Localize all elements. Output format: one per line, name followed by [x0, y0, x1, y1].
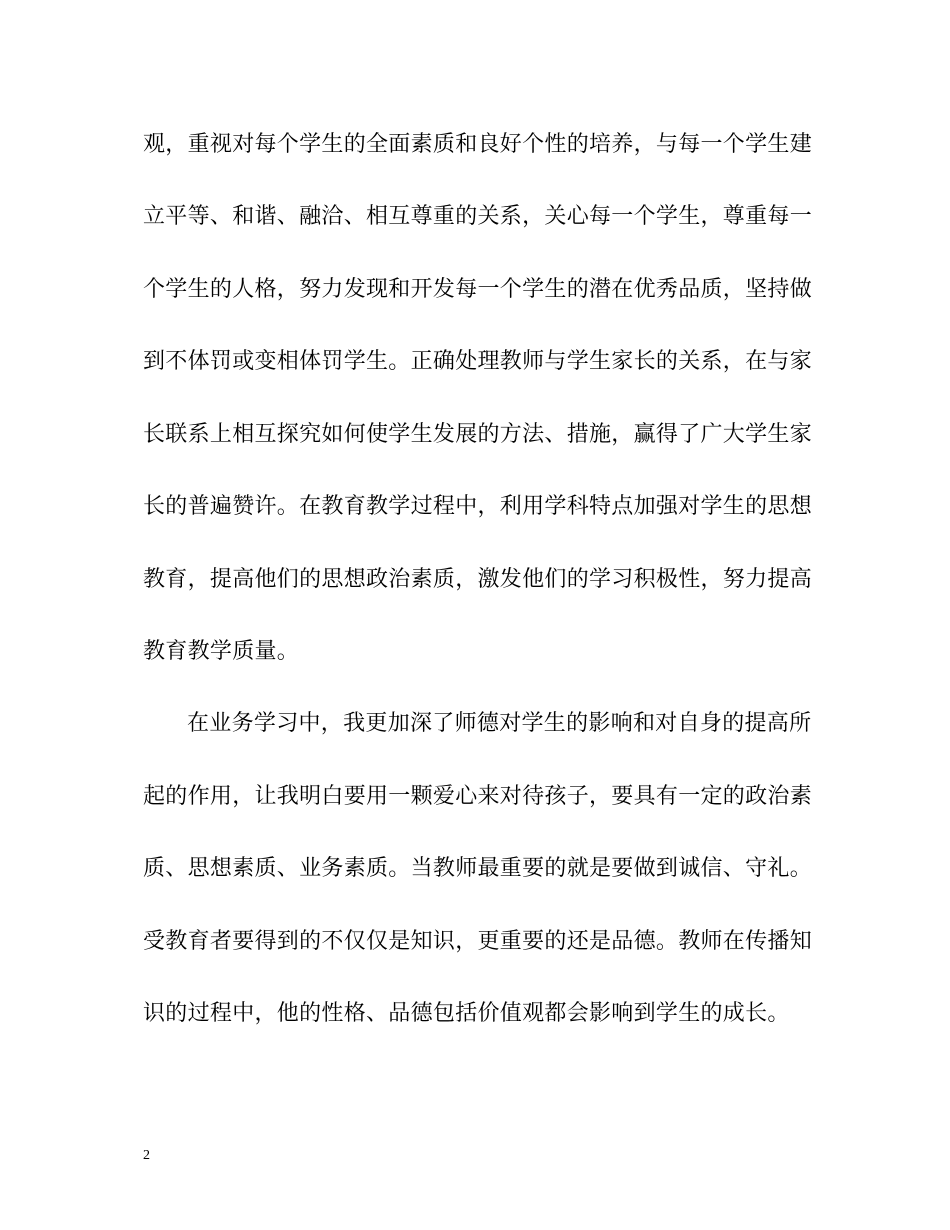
- text-line: 识的过程中，他的性格、品德包括价值观都会影响到学生的成长。: [143, 1001, 790, 1026]
- text-line: 教育，提高他们的思想政治素质，激发他们的学习积极性，努力提高: [143, 567, 813, 592]
- paragraph-first-line: 在业务学习中，我更加深了师德对学生的影响和对自身的提高所: [187, 711, 812, 736]
- text-line: 个学生的人格，努力发现和开发每一个学生的潜在优秀品质，坚持做: [143, 277, 813, 302]
- text-line: 质、思想素质、业务素质。当教师最重要的就是要做到诚信、守礼。: [143, 856, 813, 881]
- text-line: 教育教学质量。: [143, 639, 300, 664]
- text-line: 观，重视对每个学生的全面素质和良好个性的培养，与每一个学生建: [143, 132, 813, 157]
- page-number: 2: [143, 1148, 150, 1163]
- text-line: 起的作用，让我明白要用一颗爱心来对待孩子，要具有一定的政治素: [143, 784, 813, 809]
- text-line: 到不体罚或变相体罚学生。正确处理教师与学生家长的关系，在与家: [143, 349, 813, 374]
- text-line: 长联系上相互探究如何使学生发展的方法、措施，赢得了广大学生家: [143, 422, 813, 447]
- text-line: 立平等、和谐、融洽、相互尊重的关系，关心每一个学生，尊重每一: [143, 204, 813, 229]
- text-line: 受教育者要得到的不仅仅是知识，更重要的还是品德。教师在传播知: [143, 929, 813, 954]
- text-line: 长的普遍赞许。在教育教学过程中，利用学科特点加强对学生的思想: [143, 494, 813, 519]
